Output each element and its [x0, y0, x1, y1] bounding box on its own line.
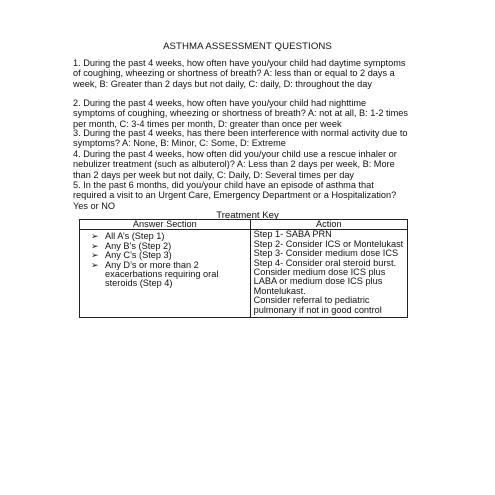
answer-step-2: Any B’s (Step 2) [105, 240, 172, 251]
action-header: Action [250, 220, 407, 230]
answer-cell [80, 230, 251, 318]
action-referral: Consider referral to pediatric pulmonary if not in good control [253, 295, 382, 315]
action-cell [250, 230, 407, 318]
action-step-4: Step 4- Consider oral steroid burst. Consider medium dose ICS plus LABA or medium dose ICS plus Montelukast. [253, 257, 397, 296]
question-3: 3. During the past 4 weeks, has there been interference with normal activity due to symptoms? A: None, B: Minor, C: Some, D: Extreme [73, 128, 408, 149]
document-title: ASTHMA ASSESSMENT QUESTIONS [163, 41, 332, 52]
action-step-2: Step 2- Consider ICS or Montelukast [253, 238, 404, 249]
action-step-1: Step 1- SABA PRN [253, 229, 332, 240]
list-item [91, 261, 247, 289]
arrow-bullet-icon: ➢ [91, 250, 99, 261]
answer-step-4: Any D’s or more than 2 exacerbations requiring oral steroids (Step 4) [105, 259, 219, 289]
treatment-key-table [79, 219, 408, 318]
arrow-bullet-icon: ➢ [91, 240, 99, 251]
answer-step-3: Any C’s (Step 3) [105, 250, 172, 261]
table-header-row [80, 220, 408, 230]
answer-step-1: All A’s (Step 1) [105, 231, 165, 242]
question-1: 1. During the past 4 weeks, how often have you/your child had daytime symptoms of coughing, wheezing or shortness of breath? A: less than or equal to 2 days a week, B: Greater than 2 days but not daily, C: daily, D: throughout the day [73, 58, 406, 89]
question-4: 4. During the past 4 weeks, how often did you/your child use a rescue inhaler or nebulizer treatment (such as albuterol)? A: Less than 2 days per week, B: More than 2 days per week but not daily, C: Daily, D: Several times per day [73, 149, 397, 180]
arrow-bullet-icon: ➢ [91, 259, 99, 270]
arrow-bullet-icon: ➢ [91, 231, 99, 242]
treatment-key-title: Treatment Key [216, 210, 279, 221]
question-5: 5. In the past 6 months, did you/your child have an episode of asthma that required a visit to an Urgent Care, Emergency Department or a Hospitalization? Yes or NO [73, 180, 397, 211]
action-list [254, 230, 404, 315]
action-step-3: Step 3- Consider medium dose ICS [253, 248, 399, 259]
question-2: 2. During the past 4 weeks, how often have you/your child had nighttime symptoms of coughing, wheezing or shortness of breath? A: not at all, B: 1-2 times per month, C: 3-4 times per month, D: greater than once per week [73, 98, 409, 129]
answer-section-header: Answer Section [80, 220, 251, 230]
table-row [80, 230, 408, 318]
answer-list [83, 232, 247, 288]
